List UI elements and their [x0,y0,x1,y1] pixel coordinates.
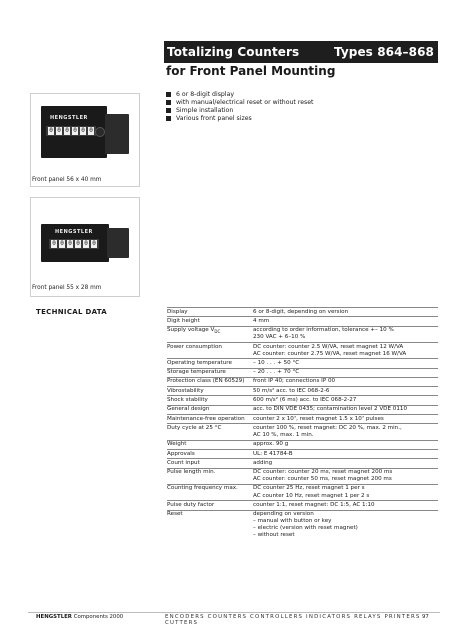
feature-item: Simple installation [166,106,314,114]
spec-label: Approvals [167,449,253,458]
footer-publication [36,614,123,620]
brand-label: HENGSTLER [55,229,93,235]
spec-row [167,342,438,358]
spec-label: Pulse duty factor [167,501,253,510]
product-photo-56x40 [30,93,140,187]
brand-label: HENGSTLER [50,115,88,121]
spec-row [167,501,438,510]
spec-row [167,396,438,405]
spec-row [167,326,438,342]
spec-label: Reset [167,510,253,540]
spec-label: Weight [167,440,253,449]
digit-display: 0 0 0 0 0 0 [46,126,96,136]
spec-value: 4 mm [253,317,438,326]
spec-label: Storage temperature [167,368,253,377]
spec-label: Power consumption [167,342,253,358]
spec-row [167,468,438,484]
spec-label: Display [167,308,253,317]
spec-value: according to order information, tolerance +– 10 % 230 VAC + 6–10 % [253,326,438,342]
spec-value: DC counter: counter 2.5 W/VA, reset magnet 12 W/VA AC counter: counter 2.75 W/VA, reset magnet 16 W/VA [253,342,438,358]
spec-value: front IP 40; connections IP 00 [253,377,438,386]
spec-label: Counting frequency max. [167,484,253,500]
spec-value: – 10 . . . + 50 °C [253,359,438,368]
spec-value: counter 100 %, reset magnet: DC 20 %, max. 2 min., AC 10 %, max. 1 min. [253,424,438,440]
footer-publication-name: Components 2000 [73,614,124,620]
spec-row [167,359,438,368]
spec-label: Supply voltage $V_{DC}$ [167,326,253,342]
spec-row [167,459,438,468]
page-subtitle: for Front Panel Mounting [166,64,336,78]
footer-brand: HENGSTLER [36,614,72,620]
page-title: Totalizing Counters [167,45,300,59]
spec-row [167,484,438,500]
bullet-square-icon [166,92,171,97]
footer-categories: ENCODERS COUNTERS CONTROLLERS INDICATORS RELAYS PRINTERS CUTTERS [165,614,421,626]
spec-value: – 20 . . . + 70 °C [253,368,438,377]
title-bar [164,41,438,63]
spec-value: counter 2 x 10⁷, reset magnet 1.5 x 10⁷ pulses [253,415,438,424]
spec-row [167,424,438,440]
product-photo-55x28 [30,197,140,297]
spec-label: Digit height [167,317,253,326]
spec-value: DC counter: counter 20 ms, reset magnet 200 ms AC counter: counter 50 ms, reset magnet 200 ms [253,468,438,484]
spec-label: Vibrostability [167,387,253,396]
spec-label: General design [167,405,253,414]
spec-label: Shock stability [167,396,253,405]
photo-caption: Front panel 56 x 40 mm [32,177,102,183]
spec-label: Pulse length min. [167,468,253,484]
bullet-square-icon [166,100,171,105]
feature-item: Various front panel sizes [166,114,314,122]
spec-value: 50 m/s² acc. to IEC 068-2-6 [253,387,438,396]
spec-row [167,317,438,326]
spec-label: Duty cycle at 25 °C [167,424,253,440]
spec-value: 600 m/s² (6 ms) acc. to IEC 068-2-27 [253,396,438,405]
spec-row [167,405,438,414]
bullet-square-icon [166,108,171,113]
spec-value: acc. to DIN VDE 0435; contamination level 2 VDE 0110 [253,405,438,414]
counter-housing [105,114,129,154]
spec-label: Operating temperature [167,359,253,368]
technical-data-heading: TECHNICAL DATA [36,308,108,316]
spec-row [167,440,438,449]
spec-row [167,377,438,386]
spec-value: adding [253,459,438,468]
spec-value: DC counter 25 Hz, reset magnet 1 per s AC counter 10 Hz, reset magnet 1 per 2 s [253,484,438,500]
footer-divider [28,612,440,613]
feature-list [166,90,314,122]
digit-display: 0 0 0 0 0 0 [49,239,99,249]
spec-row [167,510,438,540]
spec-row [167,449,438,458]
reset-knob-icon [95,127,105,137]
spec-value: approx. 90 g [253,440,438,449]
product-types: Types 864–868 [333,45,434,59]
spec-value: depending on version – manual with button or key – electric (version with reset magnet) – without reset [253,510,438,540]
counter-housing [107,228,129,258]
photo-caption: Front panel 55 x 28 mm [32,285,102,291]
bullet-square-icon [166,116,171,121]
technical-data-table [167,307,438,540]
spec-value: counter 1:1, reset magnet: DC 1:5, AC 1:10 [253,501,438,510]
feature-item: with manual/electrical reset or without reset [166,98,314,106]
page-number: 97 [422,614,429,620]
feature-item: 6 or 8-digit display [166,90,314,98]
spec-row [167,387,438,396]
spec-value: 6 or 8-digit, depending on version [253,308,438,317]
spec-row [167,308,438,317]
spec-value: UL: E 41784-B [253,449,438,458]
spec-label: Maintenance-free operation [167,415,253,424]
spec-row [167,368,438,377]
spec-label: Protection class (EN 60529) [167,377,253,386]
spec-row [167,415,438,424]
spec-label: Count input [167,459,253,468]
